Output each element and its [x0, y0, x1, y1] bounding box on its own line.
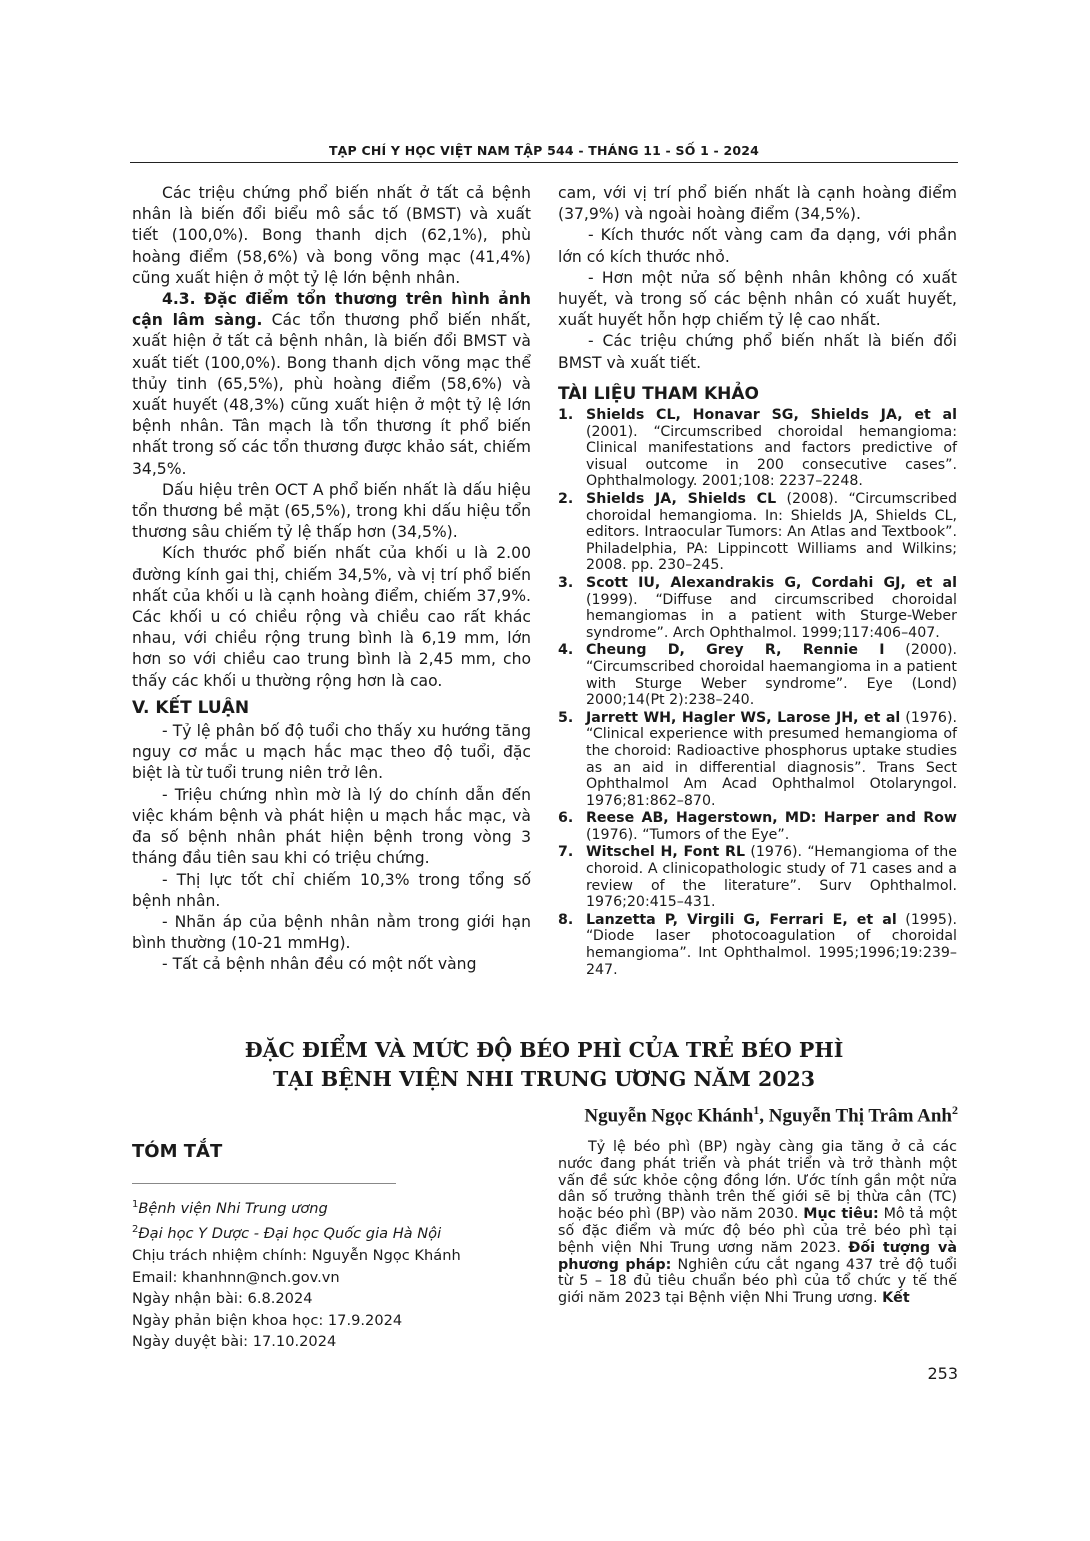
reference-authors: Shields JA, Shields CL — [586, 491, 777, 507]
conclusion-item-3: - Thị lực tốt chỉ chiếm 10,3% trong tổng số bệnh nhân. — [132, 870, 531, 910]
reference-number: 3. — [558, 574, 574, 591]
affiliation-2-mark: 2 — [132, 1224, 139, 1236]
date-accepted: Ngày duyệt bài: 17.10.2024 — [132, 1333, 337, 1351]
reference-text: (2008). “Circumscribed choroidal hemangioma. In: Shields JA, Shields CL, editors. Intraocular Tumors: An Atlas and Textbook”. Philadelphia, PA: Lippincott Williams and Wilkins; 2008. pp. 230–245. — [586, 491, 957, 574]
reference-text: (2000). “Circumscribed choroidal haemangioma in a patient with Sturge Weber syndrome”. Eye (Lond) 2000;14(Pt 2):238–240. — [586, 642, 957, 709]
header-rule — [130, 162, 958, 163]
reference-text: (1995). “Diode laser photocoagulation of choroidal hemangioma”. Int Ophthalmol. 1995;1996;19:239–247. — [586, 911, 957, 978]
reference-number: 7. — [558, 844, 574, 861]
paragraph-lesions-text: Các tổn thương phổ biến nhất, xuất hiện ở tất cả bệnh nhân, là biến đổi BMST và xuất tiết (100,0%). Bong thanh dịch võng mạc thể thủy tinh (65,5%), phù hoàng điểm (58,6%) và xuất huyết (48,3%) cũng xuất hiện ở một tỷ lệ lớn bệnh nhân. Tân mạch là tổn thương ít phổ biến nhất trong số các tổn thương được khảo sát, chiếm 34,5%. — [132, 311, 532, 478]
date-received: Ngày nhận bài: 6.8.2024 — [132, 1290, 313, 1308]
email: Email: khanhnn@nch.gov.vn — [132, 1268, 340, 1286]
abstract-text-2: Mô tả một số đặc điểm và mức độ béo phì của trẻ béo phì tại bệnh viện Nhi Trung ương năm 2023. — [558, 1206, 957, 1256]
corresponding-author: Chịu trách nhiệm chính: Nguyễn Ngọc Khánh — [132, 1246, 461, 1264]
article-title-line-2: TẠI BỆNH VIỆN NHI TRUNG ƯƠNG NĂM 2023 — [272, 1067, 816, 1091]
reference-number: 8. — [558, 911, 574, 928]
conclusion-item-2: - Triệu chứng nhìn mờ là lý do chính dẫn đến việc khám bệnh và phát hiện u mạch hắc mạc, và đa số bệnh nhân phát hiện bệnh trong vòng 3 tháng đầu tiên sau khi có triệu chứng. — [132, 785, 531, 868]
conclusion-item-5: - Tất cả bệnh nhân đều có một nốt vàng — [162, 955, 477, 974]
reference-authors: Witschel H, Font RL — [586, 844, 746, 861]
abstract-text-3: Nghiên cứu cắt ngang 437 trẻ độ tuổi từ 5 – 18 đủ tiêu chuẩn béo phì của tổ chức y tế thế giới năm 2023 tại Bệnh viện Nhi Trung ương. — [558, 1256, 957, 1307]
article-title-line-1: ĐẶC ĐIỂM VÀ MỨC ĐỘ BÉO PHÌ CỦA TRẺ BÉO PHÌ — [244, 1038, 844, 1062]
reference-authors: Cheung D, Grey R, Rennie I — [586, 642, 885, 659]
abstract-label-results: Kết — [882, 1290, 910, 1307]
paragraph-symptoms: Các triệu chứng phổ biến nhất ở tất cả bệnh nhân là biến đổi biểu mô sắc tố (BMST) và xuất tiết (100,0%). Bong thanh dịch (62,1%), phù hoàng điểm (58,6%) và bong võng mạc (41,4%) cũng xuất hiện ở một tỷ lệ lớn bệnh nhân. — [132, 184, 531, 287]
subsection-heading-4-3: 4.3. Đặc điểm tổn thương trên hình ảnh cận lâm sàng. — [132, 290, 531, 330]
paragraph-octa: Dấu hiệu trên OCT A phổ biến nhất là dấu hiệu tổn thương bề mặt (65,5%), trong khi dấu hiệu tổn thương sâu chiếm tỷ lệ thấp hơn (34,5%). — [132, 480, 531, 542]
reference-item — [558, 912, 957, 978]
page-number: 253 — [927, 1364, 958, 1383]
abstract-label-methods: Đối tượng và phương pháp: — [558, 1239, 958, 1273]
reference-item — [558, 710, 957, 810]
conclusion-item-8: - Các triệu chứng phổ biến nhất là biến đổi BMST và xuất tiết. — [558, 332, 957, 372]
affiliation-1: Bệnh viện Nhi Trung ương — [138, 1199, 328, 1217]
author-1: Nguyễn Ngọc Khánh — [584, 1105, 754, 1127]
reference-text: (1999). “Diffuse and circumscribed choroidal hemangiomas in a patient with Sturge-Weber syndrome”. Arch Ophthalmol. 1999;117:406–407. — [586, 591, 957, 641]
author-2-affiliation: 2 — [952, 1103, 958, 1117]
footnote-rule — [132, 1183, 396, 1184]
left-column — [132, 183, 531, 976]
date-reviewed: Ngày phản biện khoa học: 17.9.2024 — [132, 1311, 403, 1329]
reference-authors: Scott IU, Alexandrakis G, Cordahi GJ, et al — [586, 574, 957, 591]
reference-authors: Lanzetta P, Virgili G, Ferrari E, et al — [586, 911, 897, 928]
affiliation-2: Đại học Y Dược - Đại học Quốc gia Hà Nội — [138, 1225, 442, 1243]
reference-text: (1976). “Hemangioma of the choroid. A clinicopathologic study of 71 cases and a review of the literature”. Surv Ophthalmol. 1976;20:415–431. — [586, 844, 957, 911]
reference-text: (1976). “Tumors of the Eye”. — [586, 826, 790, 843]
footnotes — [132, 1194, 472, 1353]
reference-authors: Jarrett WH, Hagler WS, Larose JH, et al — [586, 709, 901, 726]
abstract-label-objective: Mục tiêu: — [803, 1206, 879, 1223]
reference-item — [558, 844, 957, 910]
conclusion-item-5-cont: cam, với vị trí phổ biến nhất là cạnh hoàng điểm (37,9%) và ngoài hoàng điểm (34,5%). — [558, 184, 957, 224]
reference-authors: Reese AB, Hagerstown, MD: Harper and Row — [586, 810, 957, 827]
abstract — [558, 1139, 957, 1307]
conclusion-item-4: - Nhãn áp của bệnh nhân nằm trong giới hạn bình thường (10-21 mmHg). — [132, 912, 531, 953]
abstract-text-1: Tỷ lệ béo phì (BP) ngày càng gia tăng ở cả các nước đang phát triển và phát triển và trở thành một vấn đề sức khỏe cộng đồng lớn. Ước tính gần một nửa dân số trưởng thành trên thế giới sẽ bị thừa cân (TC) hoặc béo phì (BP) vào năm 2030. — [558, 1139, 957, 1223]
conclusion-item-6: - Kích thước nốt vàng cam đa dạng, với phần lớn có kích thước nhỏ. — [558, 226, 957, 266]
journal-header: TẠP CHÍ Y HỌC VIỆT NAM TẬP 544 - THÁNG 11 - SỐ 1 - 2024 — [328, 143, 760, 158]
reference-item — [558, 642, 957, 708]
author-list — [500, 1103, 958, 1127]
references-list — [558, 407, 957, 978]
conclusion-heading: V. KẾT LUẬN — [132, 697, 250, 718]
reference-number: 1. — [558, 407, 574, 424]
reference-number: 2. — [558, 491, 574, 507]
summary-heading: TÓM TẮT — [132, 1141, 223, 1162]
right-column — [558, 183, 957, 979]
reference-number: 6. — [558, 810, 574, 827]
reference-item — [558, 407, 957, 490]
reference-item — [558, 575, 957, 641]
references-heading: TÀI LIỆU THAM KHẢO — [558, 383, 759, 404]
reference-text: (1976). “Clinical experience with presumed hemangioma of the choroid: Radioactive phosphorus uptake studies as an aid in differential diagnosis”. Trans Sect Ophthalmol Am Acad Ophthalmol Otolaryngol. 1976;81:862–870. — [586, 709, 957, 809]
reference-item — [558, 810, 957, 843]
reference-item — [558, 491, 957, 574]
reference-number: 4. — [558, 642, 574, 659]
conclusion-item-1: - Tỷ lệ phân bố độ tuổi cho thấy xu hướng tăng nguy cơ mắc u mạch hắc mạc theo độ tuổi, đặc biệt là từ tuổi trung niên trở lên. — [132, 722, 531, 783]
affiliation-1-mark: 1 — [132, 1199, 139, 1210]
paragraph-lesions — [132, 289, 531, 480]
abstract-paragraph — [558, 1139, 957, 1307]
author-1-affiliation: 1 — [753, 1103, 760, 1117]
reference-authors: Shields CL, Honavar SG, Shields JA, et al — [586, 407, 957, 424]
author-separator: , — [759, 1105, 769, 1127]
author-2: Nguyễn Thị Trâm Anh — [768, 1105, 952, 1127]
conclusion-item-7: - Hơn một nửa số bệnh nhân không có xuất huyết, và trong số các bệnh nhân có xuất huyết, xuất huyết hỗn hợp chiếm tỷ lệ cao nhất. — [558, 268, 957, 330]
reference-number: 5. — [558, 709, 574, 726]
paragraph-tumor-size: Kích thước phổ biến nhất của khối u là 2.00 đường kính gai thị, chiếm 34,5%, và vị trí phổ biến nhất của khối u là cạnh hoàng điểm, chiếm 37,9%. Các khối u có chiều rộng và chiều cao rất khác nhau, với chiều rộng trung bình là 6,19 mm, lớn hơn so với chiều cao trung bình là 2,45 mm, cho thấy các khối u thường rộng hơn là cao. — [132, 544, 531, 690]
reference-text: (2001). “Circumscribed choroidal hemangioma: Clinical manifestations and factors predictive of visual outcome in 200 consecutive cases”. Ophthalmology. 2001;108: 2237–2248. — [586, 423, 957, 490]
